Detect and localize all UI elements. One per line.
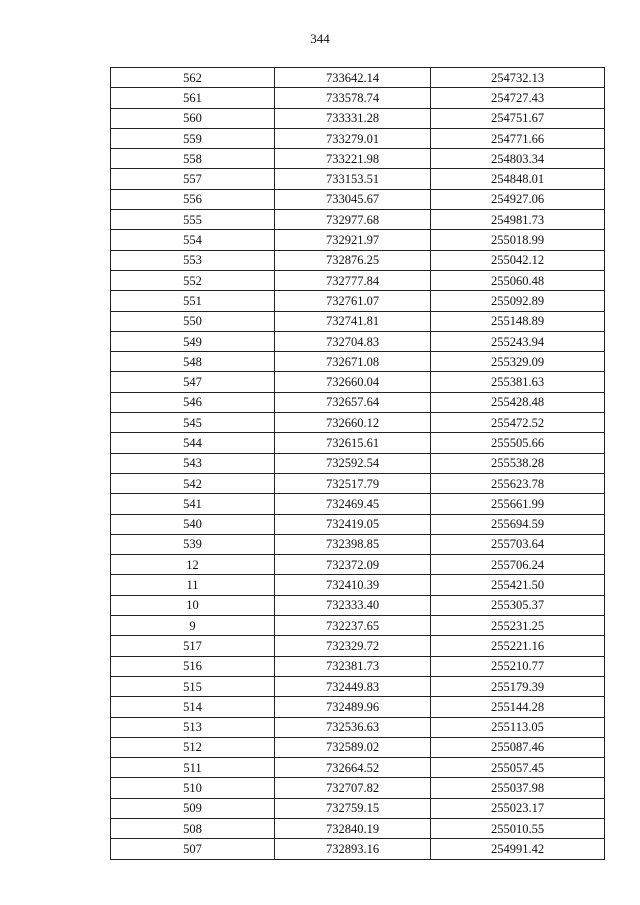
y-coordinate-cell: 255018.99	[431, 230, 605, 250]
y-coordinate-cell: 255623.78	[431, 473, 605, 493]
table-row	[111, 717, 605, 737]
table-row	[111, 149, 605, 169]
y-coordinate-cell: 255472.52	[431, 413, 605, 433]
point-number-cell: 9	[111, 616, 275, 636]
table-row	[111, 534, 605, 554]
table-row	[111, 758, 605, 778]
table-row	[111, 210, 605, 230]
x-coordinate-cell: 732469.45	[275, 494, 431, 514]
x-coordinate-cell: 732657.64	[275, 392, 431, 412]
table-row	[111, 514, 605, 534]
x-coordinate-cell: 733331.28	[275, 108, 431, 128]
y-coordinate-cell: 255037.98	[431, 778, 605, 798]
point-number-cell: 509	[111, 798, 275, 818]
point-number-cell: 11	[111, 575, 275, 595]
y-coordinate-cell: 255538.28	[431, 453, 605, 473]
table-row	[111, 555, 605, 575]
table-row	[111, 270, 605, 290]
table-row	[111, 169, 605, 189]
table-row	[111, 433, 605, 453]
point-number-cell: 547	[111, 372, 275, 392]
x-coordinate-cell: 732592.54	[275, 453, 431, 473]
y-coordinate-cell: 254751.67	[431, 108, 605, 128]
table-row	[111, 616, 605, 636]
y-coordinate-cell: 255042.12	[431, 250, 605, 270]
point-number-cell: 555	[111, 210, 275, 230]
y-coordinate-cell: 254927.06	[431, 189, 605, 209]
x-coordinate-cell: 732664.52	[275, 758, 431, 778]
x-coordinate-cell: 732329.72	[275, 636, 431, 656]
point-number-cell: 553	[111, 250, 275, 270]
table-row	[111, 676, 605, 696]
x-coordinate-cell: 732333.40	[275, 595, 431, 615]
point-number-cell: 557	[111, 169, 275, 189]
x-coordinate-cell: 733279.01	[275, 128, 431, 148]
y-coordinate-cell: 255210.77	[431, 656, 605, 676]
y-coordinate-cell: 255221.16	[431, 636, 605, 656]
y-coordinate-cell: 254727.43	[431, 88, 605, 108]
point-number-cell: 544	[111, 433, 275, 453]
point-number-cell: 507	[111, 839, 275, 859]
x-coordinate-cell: 732615.61	[275, 433, 431, 453]
table-row	[111, 494, 605, 514]
point-number-cell: 516	[111, 656, 275, 676]
y-coordinate-cell: 255706.24	[431, 555, 605, 575]
y-coordinate-cell: 255060.48	[431, 270, 605, 290]
x-coordinate-cell: 732489.96	[275, 697, 431, 717]
x-coordinate-cell: 732660.12	[275, 413, 431, 433]
point-number-cell: 511	[111, 758, 275, 778]
table-row	[111, 778, 605, 798]
point-number-cell: 551	[111, 291, 275, 311]
point-number-cell: 549	[111, 331, 275, 351]
point-number-cell: 512	[111, 737, 275, 757]
coordinates-table	[110, 67, 605, 860]
y-coordinate-cell: 254803.34	[431, 149, 605, 169]
y-coordinate-cell: 255703.64	[431, 534, 605, 554]
x-coordinate-cell: 733045.67	[275, 189, 431, 209]
point-number-cell: 558	[111, 149, 275, 169]
table-row	[111, 372, 605, 392]
x-coordinate-cell: 733578.74	[275, 88, 431, 108]
table-row	[111, 636, 605, 656]
table-row	[111, 291, 605, 311]
x-coordinate-cell: 732410.39	[275, 575, 431, 595]
point-number-cell: 560	[111, 108, 275, 128]
table-row	[111, 595, 605, 615]
y-coordinate-cell: 255381.63	[431, 372, 605, 392]
x-coordinate-cell: 732589.02	[275, 737, 431, 757]
x-coordinate-cell: 732921.97	[275, 230, 431, 250]
x-coordinate-cell: 732840.19	[275, 818, 431, 838]
point-number-cell: 12	[111, 555, 275, 575]
point-number-cell: 554	[111, 230, 275, 250]
point-number-cell: 545	[111, 413, 275, 433]
point-number-cell: 514	[111, 697, 275, 717]
point-number-cell: 515	[111, 676, 275, 696]
point-number-cell: 543	[111, 453, 275, 473]
x-coordinate-cell: 733153.51	[275, 169, 431, 189]
table-row	[111, 68, 605, 88]
point-number-cell: 513	[111, 717, 275, 737]
y-coordinate-cell: 255179.39	[431, 676, 605, 696]
x-coordinate-cell: 732707.82	[275, 778, 431, 798]
table-row	[111, 453, 605, 473]
table-row	[111, 250, 605, 270]
x-coordinate-cell: 732704.83	[275, 331, 431, 351]
y-coordinate-cell: 255148.89	[431, 311, 605, 331]
point-number-cell: 10	[111, 595, 275, 615]
table-row	[111, 575, 605, 595]
y-coordinate-cell: 254732.13	[431, 68, 605, 88]
point-number-cell: 508	[111, 818, 275, 838]
table-row	[111, 392, 605, 412]
table-row	[111, 189, 605, 209]
x-coordinate-cell: 732671.08	[275, 352, 431, 372]
page-number: 344	[310, 31, 330, 46]
point-number-cell: 559	[111, 128, 275, 148]
table-row	[111, 331, 605, 351]
y-coordinate-cell: 255329.09	[431, 352, 605, 372]
x-coordinate-cell: 732893.16	[275, 839, 431, 859]
table-row	[111, 413, 605, 433]
x-coordinate-cell: 732372.09	[275, 555, 431, 575]
y-coordinate-cell: 255231.25	[431, 616, 605, 636]
x-coordinate-cell: 732759.15	[275, 798, 431, 818]
y-coordinate-cell: 255428.48	[431, 392, 605, 412]
y-coordinate-cell: 255243.94	[431, 331, 605, 351]
y-coordinate-cell: 255087.46	[431, 737, 605, 757]
table-row	[111, 311, 605, 331]
x-coordinate-cell: 733221.98	[275, 149, 431, 169]
y-coordinate-cell: 255010.55	[431, 818, 605, 838]
y-coordinate-cell: 255144.28	[431, 697, 605, 717]
y-coordinate-cell: 255421.50	[431, 575, 605, 595]
x-coordinate-cell: 732237.65	[275, 616, 431, 636]
table-row	[111, 108, 605, 128]
y-coordinate-cell: 255057.45	[431, 758, 605, 778]
y-coordinate-cell: 255092.89	[431, 291, 605, 311]
y-coordinate-cell: 255505.66	[431, 433, 605, 453]
x-coordinate-cell: 732660.04	[275, 372, 431, 392]
x-coordinate-cell: 732449.83	[275, 676, 431, 696]
y-coordinate-cell: 254771.66	[431, 128, 605, 148]
table-row	[111, 88, 605, 108]
point-number-cell: 540	[111, 514, 275, 534]
table-row	[111, 128, 605, 148]
x-coordinate-cell: 732381.73	[275, 656, 431, 676]
y-coordinate-cell: 255694.59	[431, 514, 605, 534]
point-number-cell: 546	[111, 392, 275, 412]
table-row	[111, 818, 605, 838]
x-coordinate-cell: 732536.63	[275, 717, 431, 737]
x-coordinate-cell: 732876.25	[275, 250, 431, 270]
y-coordinate-cell: 255113.05	[431, 717, 605, 737]
x-coordinate-cell: 732977.68	[275, 210, 431, 230]
point-number-cell: 556	[111, 189, 275, 209]
table-row	[111, 697, 605, 717]
x-coordinate-cell: 733642.14	[275, 68, 431, 88]
table-row	[111, 473, 605, 493]
y-coordinate-cell: 255661.99	[431, 494, 605, 514]
point-number-cell: 548	[111, 352, 275, 372]
y-coordinate-cell: 255305.37	[431, 595, 605, 615]
point-number-cell: 552	[111, 270, 275, 290]
point-number-cell: 510	[111, 778, 275, 798]
y-coordinate-cell: 254848.01	[431, 169, 605, 189]
table-row	[111, 737, 605, 757]
point-number-cell: 541	[111, 494, 275, 514]
y-coordinate-cell: 254991.42	[431, 839, 605, 859]
y-coordinate-cell: 254981.73	[431, 210, 605, 230]
table-row	[111, 656, 605, 676]
coordinates-table-body	[111, 68, 605, 860]
y-coordinate-cell: 255023.17	[431, 798, 605, 818]
x-coordinate-cell: 732741.81	[275, 311, 431, 331]
table-row	[111, 230, 605, 250]
point-number-cell: 561	[111, 88, 275, 108]
table-row	[111, 352, 605, 372]
point-number-cell: 542	[111, 473, 275, 493]
x-coordinate-cell: 732761.07	[275, 291, 431, 311]
point-number-cell: 517	[111, 636, 275, 656]
table-row	[111, 798, 605, 818]
x-coordinate-cell: 732517.79	[275, 473, 431, 493]
table-row	[111, 839, 605, 859]
point-number-cell: 539	[111, 534, 275, 554]
x-coordinate-cell: 732398.85	[275, 534, 431, 554]
x-coordinate-cell: 732777.84	[275, 270, 431, 290]
point-number-cell: 550	[111, 311, 275, 331]
point-number-cell: 562	[111, 68, 275, 88]
x-coordinate-cell: 732419.05	[275, 514, 431, 534]
